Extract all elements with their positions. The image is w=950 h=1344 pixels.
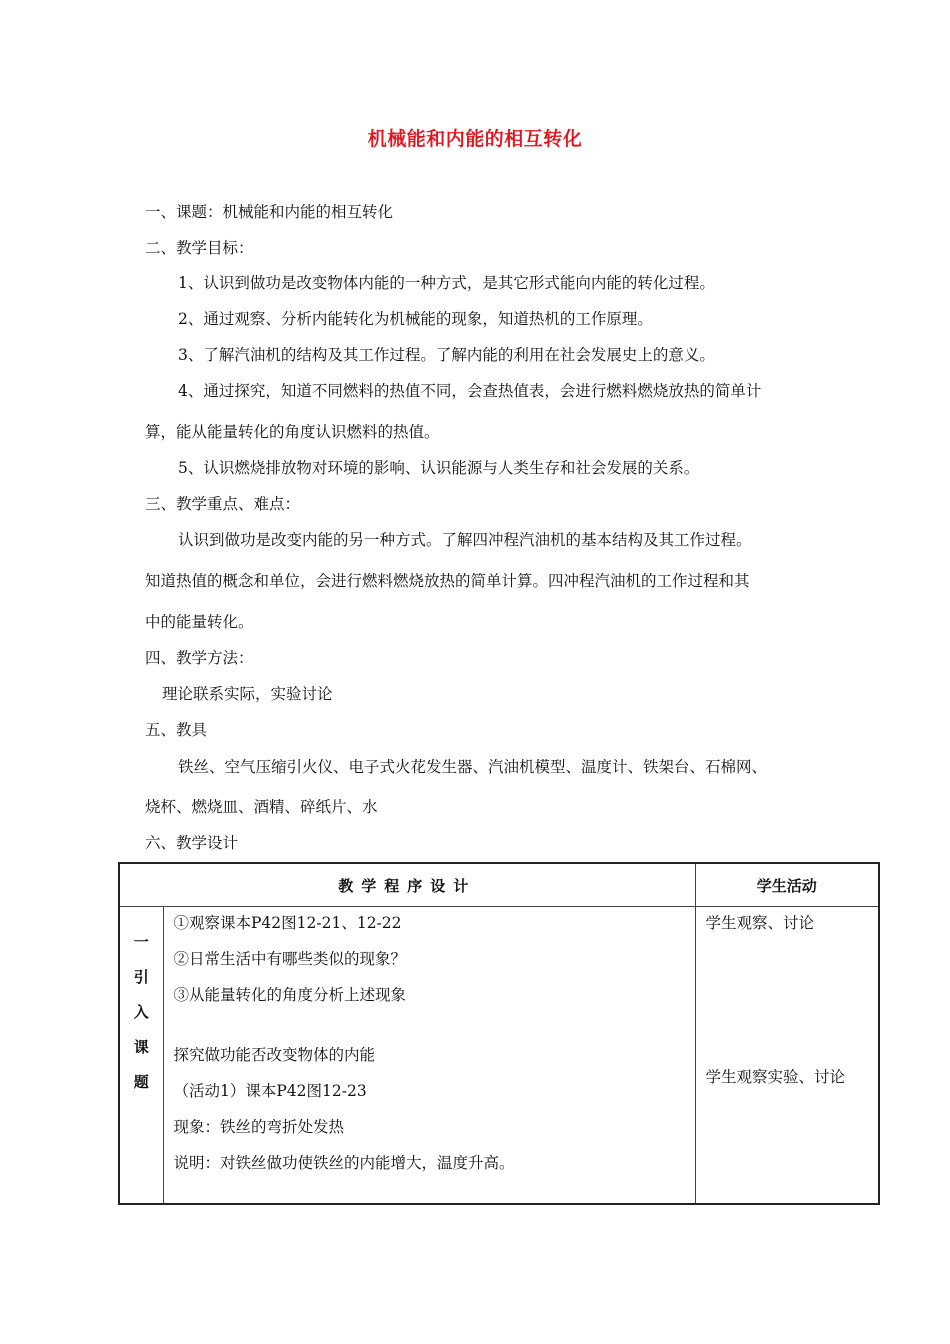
key-points-line1: 认识到做功是改变内能的另一种方式。了解四冲程汽油机的基本结构及其工作过程。: [178, 531, 752, 549]
goal-4-line1: 4、通过探究，知道不同燃料的热值不同，会查热值表，会进行燃料燃烧放热的简单计: [178, 382, 762, 400]
content-line: ③从能量转化的角度分析上述现象: [173, 986, 407, 1004]
section-methods-heading: 四、教学方法：: [145, 649, 254, 667]
section-label-char: 引: [133, 968, 149, 986]
section-goals-heading: 二、教学目标：: [145, 239, 254, 257]
content-line: 现象：铁丝的弯折处发热: [173, 1118, 345, 1136]
section-label-char: 课: [133, 1038, 149, 1056]
table-row: [119, 907, 879, 1205]
activity-text: 学生观察、讨论: [705, 914, 815, 932]
header-student-activity: 学生活动: [695, 863, 879, 907]
header-teaching-design: 教学程序设计: [119, 863, 695, 907]
goal-2: 2、通过观察、分析内能转化为机械能的现象，知道热机的工作原理。: [178, 310, 653, 328]
activity-text: 学生观察实验、讨论: [705, 1068, 846, 1086]
section-label-cell: [119, 907, 163, 1205]
methods-text: 理论联系实际，实验讨论: [162, 685, 333, 703]
section-design-heading: 六、教学设计: [145, 834, 239, 852]
key-points-line2: 知道热值的概念和单位，会进行燃料燃烧放热的简单计算。四冲程汽油机的工作过程和其: [145, 572, 750, 590]
goal-5: 5、认识燃烧排放物对环境的影响、认识能源与人类生存和社会发展的关系。: [178, 459, 700, 477]
section-topic: 一、课题：机械能和内能的相互转化: [145, 203, 394, 221]
design-content-cell: [163, 907, 695, 1205]
goal-1: 1、认识到做功是改变物体内能的一种方式，是其它形式能向内能的转化过程。: [178, 274, 715, 292]
student-activity-cell: [695, 907, 879, 1205]
content-line: ①观察课本P42图12-21、12-22: [173, 914, 402, 932]
section-key-points-heading: 三、教学重点、难点：: [145, 495, 301, 513]
content-line: 说明：对铁丝做功使铁丝的内能增大，温度升高。: [173, 1154, 515, 1172]
tools-line1: 铁丝、空气压缩引火仪、电子式火花发生器、汽油机模型、温度计、铁架台、石棉网、: [178, 758, 768, 776]
section-label-char: 入: [133, 1003, 149, 1021]
content-line: 探究做功能否改变物体的内能: [173, 1046, 376, 1064]
content-line: （活动1）课本P42图12-23: [173, 1082, 367, 1100]
tools-line2: 烧杯、燃烧皿、酒精、碎纸片、水: [145, 798, 378, 816]
goal-3: 3、了解汽油机的结构及其工作过程。了解内能的利用在社会发展史上的意义。: [178, 346, 715, 364]
section-tools-heading: 五、教具: [145, 721, 208, 739]
section-label-char: 一: [133, 933, 149, 951]
table-header-row: [119, 863, 879, 907]
content-line: ②日常生活中有哪些类似的现象？: [173, 950, 407, 968]
goal-4-line2: 算，能从能量转化的角度认识燃料的热值。: [145, 423, 440, 441]
document-title: 机械能和内能的相互转化: [367, 128, 583, 150]
key-points-line3: 中的能量转化。: [145, 613, 254, 631]
content-line: [174, 1021, 695, 1045]
teaching-design-table: [118, 862, 880, 1205]
section-label-char: 题: [133, 1073, 149, 1091]
